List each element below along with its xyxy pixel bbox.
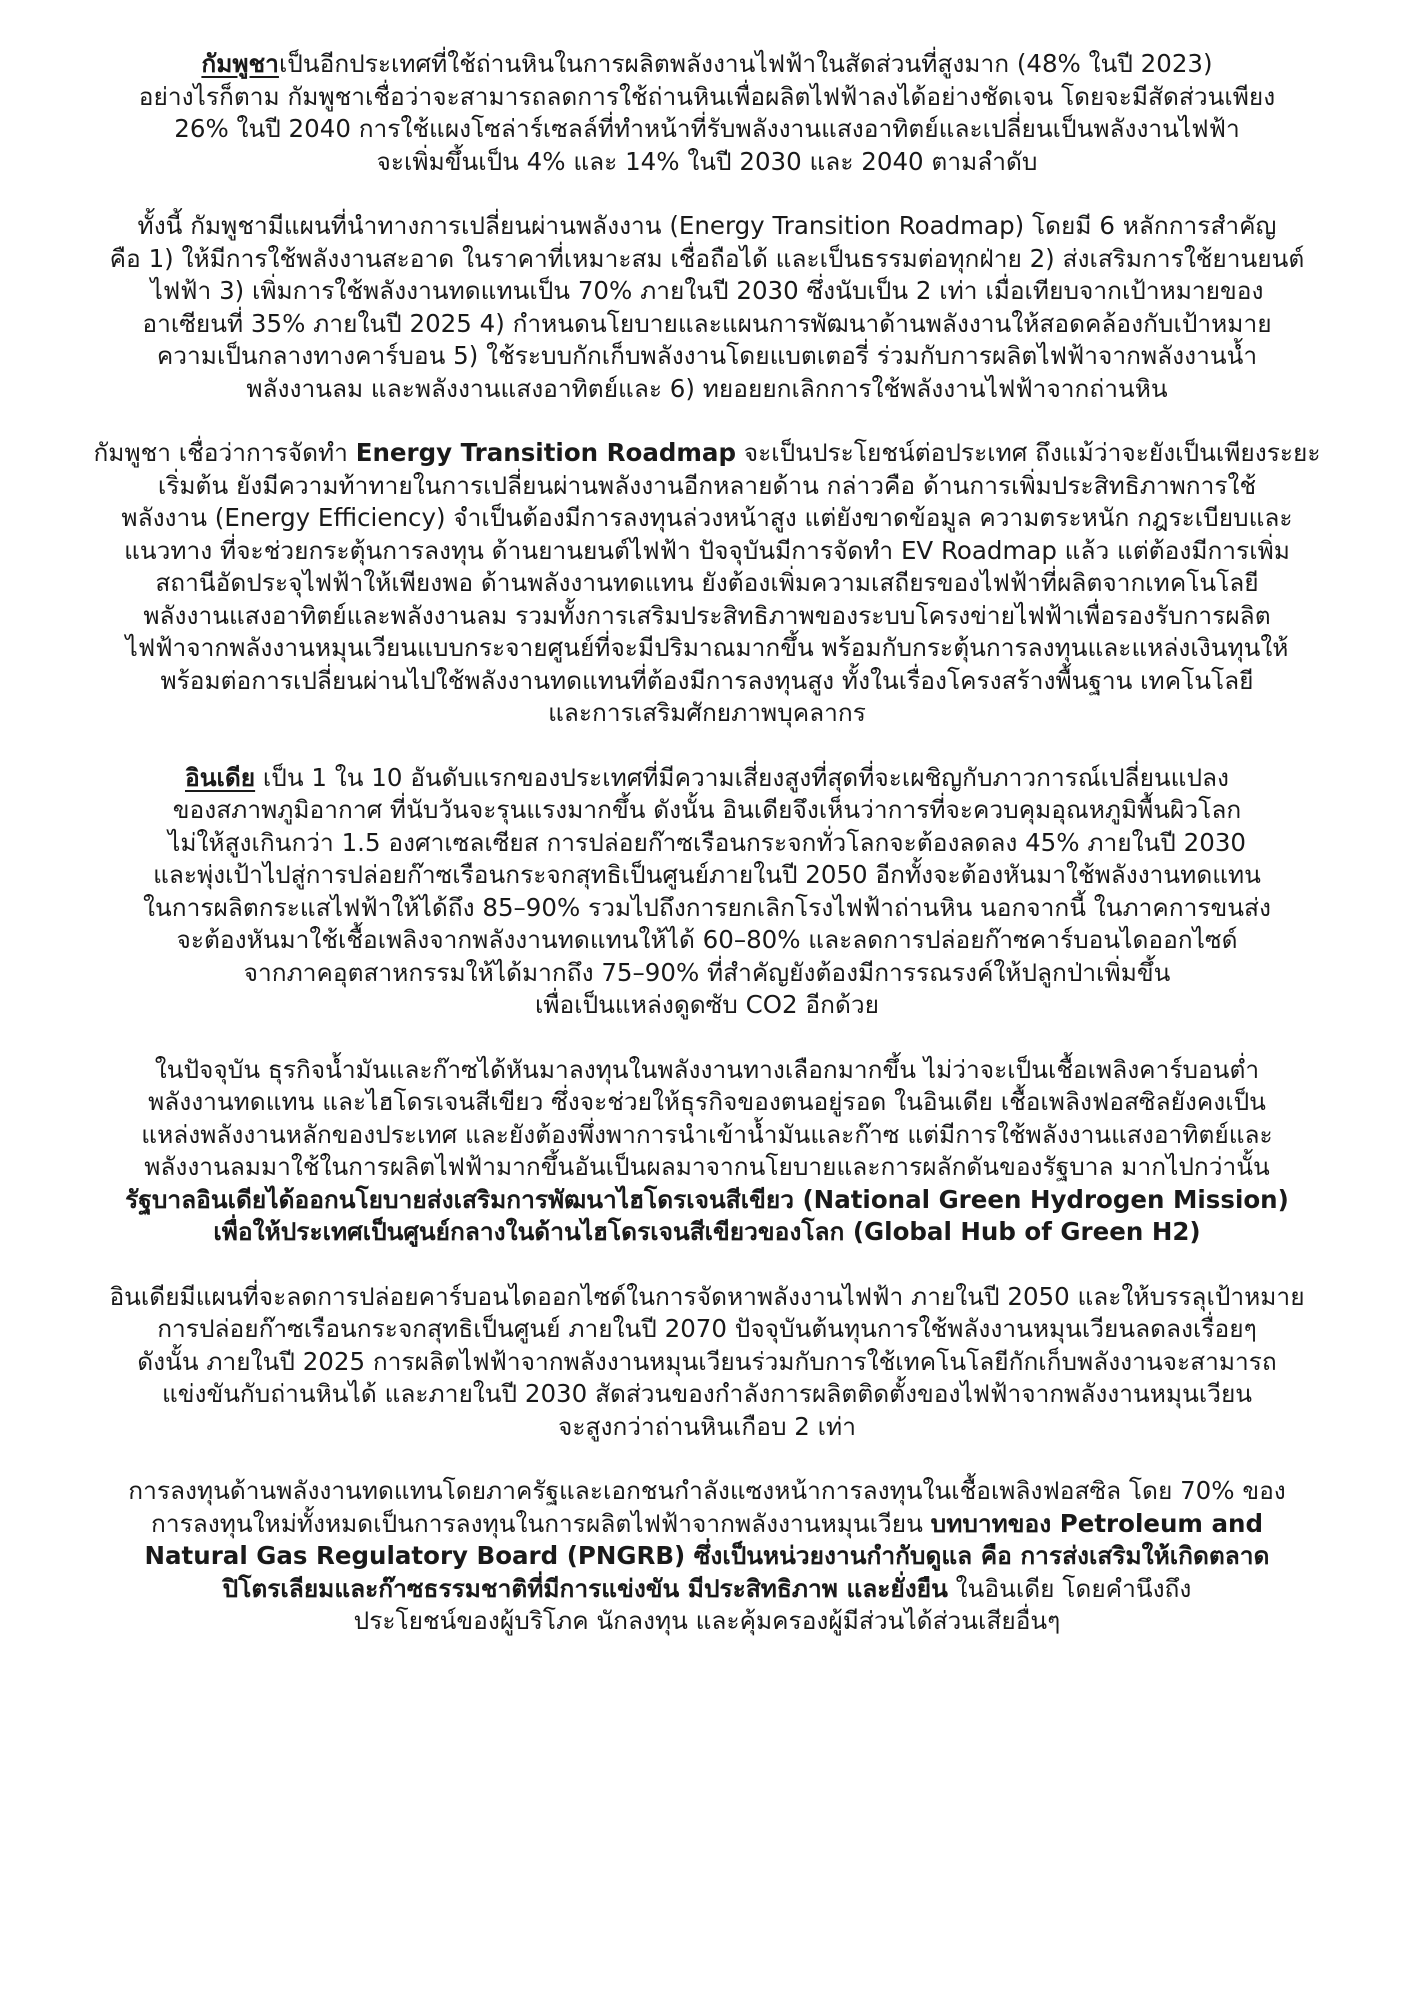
- text-line: [88, 113, 1326, 146]
- text-run: แหล่งพลังงานหลักของประเทศ และยังต้องพึ่งพาการนำเข้าน้ำมันและก๊าซ แต่มีการใช้พลังงานแสงอาทิตย์และ: [141, 1119, 1273, 1149]
- text-line: [88, 859, 1326, 892]
- text-line: [88, 146, 1326, 179]
- text-run: พลังงานแสงอาทิตย์และพลังงานลม รวมทั้งการเสริมประสิทธิภาพของระบบโครงข่ายไฟฟ้าเพื่อรองรับการผลิต: [143, 600, 1271, 630]
- text-line: [88, 957, 1326, 990]
- text-run: เริ่มต้น ยังมีความท้าทายในการเปลี่ยนผ่านพลังงานอีกหลายด้าน กล่าวคือ ด้านการเพิ่มประสิทธิภาพการใช้: [157, 470, 1257, 500]
- paragraph-india-investment-pngrb: [88, 1475, 1326, 1638]
- text-run: ความเป็นกลางทางคาร์บอน 5) ใช้ระบบกักเก็บพลังงานโดยแบตเตอรี่ ร่วมกับการผลิตไฟฟ้าจากพลังงานน้ำ: [156, 341, 1258, 370]
- text-run: ในปัจจุบัน ธุรกิจน้ำมันและก๊าซได้หันมาลงทุนในพลังงานทางเลือกมากขึ้น ไม่ว่าจะเป็นเชื้อเพลิงคาร์บอนต่ำ: [154, 1054, 1260, 1084]
- text-line: [88, 665, 1326, 698]
- text-run: ของสภาพภูมิอากาศ ที่นับวันจะรุนแรงมากขึ้น ดังนั้น อินเดียจึงเห็นว่าการที่จะควบคุมอุณหภูมิพื้นผิวโลก: [172, 795, 1242, 824]
- text-line: [88, 340, 1326, 373]
- text-run: ในอินเดีย โดยคำนึงถึง: [947, 1573, 1192, 1603]
- text-run: ดังนั้น ภายในปี 2025 การผลิตไฟฟ้าจากพลังงานหมุนเวียนร่วมกับการใช้เทคโนโลยีกักเก็บพลังงานจะสามารถ: [137, 1346, 1277, 1376]
- emphasized-text-run: บทบาทของ Petroleum and: [930, 1508, 1263, 1538]
- text-run: แข่งขันกับถ่านหินได้ และภายในปี 2030 สัดส่วนของกำลังการผลิตติดตั้งของไฟฟ้าจากพลังงานหมุนเวียน: [161, 1379, 1253, 1408]
- paragraph-cambodia-roadmap-challenges: [88, 437, 1326, 730]
- text-run: และการเสริมศักยภาพบุคลากร: [548, 698, 866, 727]
- text-run: และพุ่งเป้าไปสู่การปล่อยก๊าซเรือนกระจกสุทธิเป็นศูนย์ภายในปี 2050 อีกทั้งจะต้องหันมาใช้พลังงานทดแทน: [153, 860, 1261, 889]
- text-line: [88, 1086, 1326, 1119]
- text-line: [88, 308, 1326, 341]
- text-run: แนวทาง ที่จะช่วยกระตุ้นการลงทุน ด้านยานยนต์ไฟฟ้า ปัจจุบันมีการจัดทำ EV Roadmap แล้ว แต่ต้องมีการเพิ่ม: [124, 535, 1290, 565]
- text-line: [88, 1346, 1326, 1379]
- emphasized-text-run: รัฐบาลอินเดียได้ออกนโยบายส่งเสริมการพัฒนาไฮโดรเจนสีเขียว (National Green Hydrogen Mission): [125, 1184, 1289, 1214]
- text-line: [88, 1475, 1326, 1508]
- text-line: [88, 48, 1326, 81]
- text-run: เป็นอีกประเทศที่ใช้ถ่านหินในการผลิตพลังงานไฟฟ้าในสัดส่วนที่สูงมาก (48% ในปี 2023): [278, 49, 1213, 78]
- text-line: [88, 1605, 1326, 1638]
- text-run: ไฟฟ้าจากพลังงานหมุนเวียนแบบกระจายศูนย์ที่จะมีปริมาณมากขึ้น พร้อมกับกระตุ้นการลงทุนและแหล่งเงินทุนให้: [125, 633, 1289, 662]
- text-line: [88, 275, 1326, 308]
- emphasized-text-run: Natural Gas Regulatory Board (PNGRB) ซึ่งเป็นหน่วยงานกำกับดูแล คือ การส่งเสริมให้เกิดตลาด: [144, 1541, 1270, 1570]
- text-run: พลังงานลม และพลังงานแสงอาทิตย์และ 6) ทยอยยกเลิกการใช้พลังงานไฟฟ้าจากถ่านหิน: [246, 373, 1168, 403]
- text-line: [88, 1151, 1326, 1184]
- text-run: เป็น 1 ใน 10 อันดับแรกของประเทศที่มีความเสี่ยงสูงที่สุดที่จะเผชิญกับภาวการณ์เปลี่ยนแปลง: [255, 762, 1229, 792]
- text-run: คือ 1) ให้มีการใช้พลังงานสะอาด ในราคาที่เหมาะสม เชื่อถือได้ และเป็นธรรมต่อทุกฝ่าย 2) ส่งเสริมการใช้ยานยนต์: [109, 243, 1305, 273]
- text-run: จากภาคอุตสาหกรรมให้ได้มากถึง 75–90% ที่สำคัญยังต้องมีการรณรงค์ให้ปลูกป่าเพิ่มขึ้น: [243, 957, 1171, 987]
- text-line: [88, 1540, 1326, 1573]
- text-line: [88, 567, 1326, 600]
- emphasized-text-run: อินเดีย: [185, 762, 256, 792]
- text-run: ไม่ให้สูงเกินกว่า 1.5 องศาเซลเซียส การปล่อยก๊าซเรือนกระจกทั่วโลกจะต้องลดลง 45% ภายในปี 2030: [168, 827, 1246, 857]
- text-line: [88, 1119, 1326, 1152]
- text-run: อย่างไรก็ตาม กัมพูชาเชื่อว่าจะสามารถลดการใช้ถ่านหินเพื่อผลิตไฟฟ้าลงได้อย่างชัดเจน โดยจะมีสัดส่วนเพียง: [138, 81, 1276, 111]
- emphasized-text-run: ปิโตรเลียมและก๊าซธรรมชาติที่มีการแข่งขัน มีประสิทธิภาพ และยั่งยืน: [222, 1573, 948, 1603]
- text-run: 26% ในปี 2040 การใช้แผงโซล่าร์เซลล์ที่ทำหน้าที่รับพลังงานแสงอาทิตย์และเปลี่ยนเป็นพลังงานไฟฟ้า: [174, 114, 1240, 143]
- text-line: [88, 989, 1326, 1022]
- text-run: พลังงานทดแทน และไฮโดรเจนสีเขียว ซึ่งจะช่วยให้ธุรกิจของตนอยู่รอด ในอินเดีย เชื้อเพลิงฟอสซิลยังคงเป็น: [148, 1087, 1266, 1116]
- text-run: ไฟฟ้า 3) เพิ่มการใช้พลังงานทดแทนเป็น 70% ภายในปี 2030 ซึ่งนับเป็น 2 เท่า เมื่อเทียบจากเป้าหมายของ: [150, 276, 1264, 305]
- text-line: [88, 762, 1326, 795]
- text-line: [88, 1184, 1326, 1217]
- text-line: [88, 502, 1326, 535]
- text-line: [88, 924, 1326, 957]
- text-run: พร้อมต่อการเปลี่ยนผ่านไปใช้พลังงานทดแทนที่ต้องมีการลงทุนสูง ทั้งในเรื่องโครงสร้างพื้นฐาน เทคโนโลยี: [160, 665, 1254, 695]
- text-run: จะต้องหันมาใช้เชื้อเพลิงจากพลังงานทดแทนให้ได้ 60–80% และลดการปล่อยก๊าซคาร์บอนไดออกไซด์: [176, 925, 1238, 954]
- text-run: พลังงาน (Energy Efficiency) จำเป็นต้องมีการลงทุนล่วงหน้าสูง แต่ยังขาดข้อมูล ความตระหนัก กฎระเบียบและ: [121, 503, 1293, 532]
- text-line: [88, 1281, 1326, 1314]
- emphasized-text-run: Energy Transition Roadmap: [355, 438, 736, 467]
- text-line: [88, 892, 1326, 925]
- text-run: จะสูงกว่าถ่านหินเกือบ 2 เท่า: [558, 1411, 856, 1441]
- text-run: สถานีอัดประจุไฟฟ้าให้เพียงพอ ด้านพลังงานทดแทน ยังต้องเพิ่มความเสถียรของไฟฟ้าที่ผลิตจากเทคโนโลยี: [155, 568, 1259, 597]
- text-line: [88, 1216, 1326, 1249]
- text-line: [88, 535, 1326, 568]
- text-run: จะเป็นประโยชน์ต่อประเทศ ถึงแม้ว่าจะยังเป็นเพียงระยะ: [736, 438, 1321, 467]
- text-line: [88, 210, 1326, 243]
- text-line: [88, 697, 1326, 730]
- text-line: [88, 1054, 1326, 1087]
- text-run: ทั้งนี้ กัมพูชามีแผนที่นำทางการเปลี่ยนผ่านพลังงาน (Energy Transition Roadmap) โดยมี 6 หลักการสำคัญ: [137, 211, 1277, 240]
- text-line: [88, 437, 1326, 470]
- text-line: [88, 243, 1326, 276]
- text-run: ในการผลิตกระแสไฟฟ้าให้ได้ถึง 85–90% รวมไปถึงการยกเลิกโรงไฟฟ้าถ่านหิน นอกจากนี้ ในภาคการขนส่ง: [143, 892, 1271, 922]
- text-run: กัมพูชา เชื่อว่าการจัดทำ: [93, 438, 356, 467]
- text-run: เพื่อเป็นแหล่งดูดซับ CO2 อีกด้วย: [535, 990, 879, 1019]
- document-page: [88, 48, 1326, 1638]
- text-line: [88, 81, 1326, 114]
- text-run: จะเพิ่มขึ้นเป็น 4% และ 14% ในปี 2030 และ 2040 ตามลำดับ: [376, 146, 1038, 176]
- emphasized-text-run: กัมพูชา: [201, 49, 279, 78]
- text-line: [88, 1508, 1326, 1541]
- text-line: [88, 1411, 1326, 1444]
- text-line: [88, 373, 1326, 406]
- paragraph-cambodia-roadmap-principles: [88, 210, 1326, 405]
- text-line: [88, 632, 1326, 665]
- text-run: การปล่อยก๊าซเรือนกระจกสุทธิเป็นศูนย์ ภายในปี 2070 ปัจจุบันต้นทุนการใช้พลังงานหมุนเวียนลดลงเรื่อยๆ: [157, 1314, 1257, 1343]
- text-line: [88, 470, 1326, 503]
- text-line: [88, 1313, 1326, 1346]
- text-run: ประโยชน์ของผู้บริโภค นักลงทุน และคุ้มครองผู้มีส่วนได้ส่วนเสียอื่นๆ: [353, 1606, 1061, 1635]
- text-run: พลังงานลมมาใช้ในการผลิตไฟฟ้ามากขึ้นอันเป็นผลมาจากนโยบายและการผลักดันของรัฐบาล มากไปกว่านั้น: [144, 1152, 1270, 1181]
- paragraph-india-green-hydrogen: [88, 1054, 1326, 1249]
- text-line: [88, 1378, 1326, 1411]
- text-run: อาเซียนที่ 35% ภายในปี 2025 4) กำหนดนโยบายและแผนการพัฒนาด้านพลังงานให้สอดคล้องกับเป้าหมาย: [142, 308, 1272, 338]
- text-run: การลงทุนใหม่ทั้งหมดเป็นการลงทุนในการผลิตไฟฟ้าจากพลังงานหมุนเวียน: [151, 1508, 931, 1538]
- text-line: [88, 827, 1326, 860]
- text-line: [88, 600, 1326, 633]
- paragraph-india-climate-risk: [88, 762, 1326, 1022]
- text-run: อินเดียมีแผนที่จะลดการปล่อยคาร์บอนไดออกไซด์ในการจัดหาพลังงานไฟฟ้า ภายในปี 2050 และให้บรรลุเป้าหมาย: [109, 1281, 1305, 1311]
- paragraph-cambodia-coal: [88, 48, 1326, 178]
- text-line: [88, 794, 1326, 827]
- paragraph-india-carbon-plan: [88, 1281, 1326, 1444]
- text-line: [88, 1573, 1326, 1606]
- text-run: การลงทุนด้านพลังงานทดแทนโดยภาครัฐและเอกชนกำลังแซงหน้าการลงทุนในเชื้อเพลิงฟอสซิล โดย 70% ของ: [128, 1476, 1286, 1505]
- emphasized-text-run: เพื่อให้ประเทศเป็นศูนย์กลางในด้านไฮโดรเจนสีเขียวของโลก (Global Hub of Green H2): [213, 1217, 1201, 1246]
